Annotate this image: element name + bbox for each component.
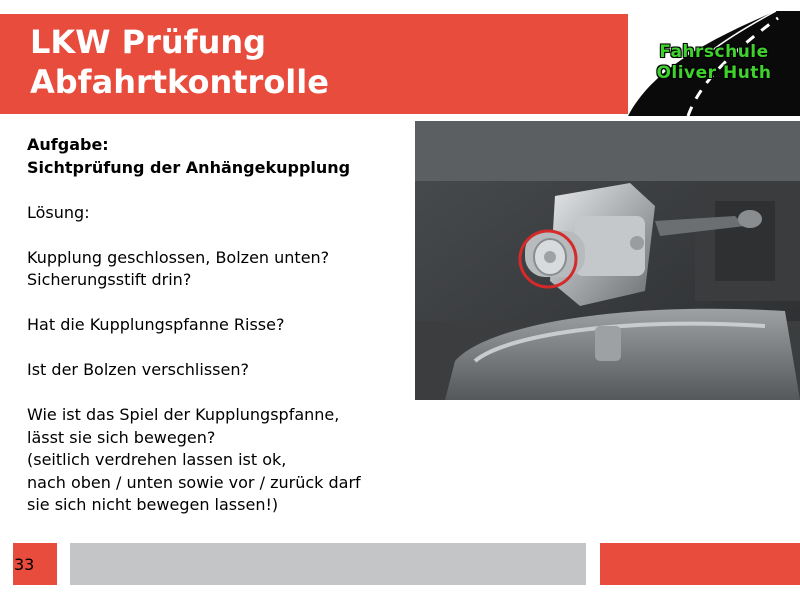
footer-middle-bar: [70, 543, 586, 585]
item-2-line-1: Hat die Kupplungspfanne Risse?: [27, 315, 285, 334]
item-1-line-1: Kupplung geschlossen, Bolzen unten?: [27, 247, 330, 267]
item-4-line-1: Wie ist das Spiel der Kupplungspfanne,: [27, 405, 340, 424]
item-1-line-2: Sicherungsstift drin?: [27, 270, 192, 289]
logo-text: [628, 42, 800, 84]
task-label: Aufgabe:: [27, 135, 109, 154]
solution-label: Lösung:: [27, 202, 90, 222]
title-line-2: Abfahrtkontrolle: [30, 63, 329, 101]
item-4-line-3: (seitlich verdrehen lassen ist ok,: [27, 450, 287, 469]
content-text: [27, 134, 412, 517]
item-4-line-2: lässt sie sich bewegen?: [27, 427, 216, 447]
item-4-line-4: nach oben / unten sowie vor / zurück darf: [27, 472, 361, 492]
page-number: 33: [14, 555, 35, 574]
task-text: Sichtprüfung der Anhängekupplung: [27, 157, 351, 177]
logo-line-2: Oliver Huth: [656, 63, 772, 83]
title-line-1: LKW Prüfung: [30, 23, 267, 61]
driving-school-logo: [628, 8, 800, 116]
item-3-line-1: Ist der Bolzen verschlissen?: [27, 360, 249, 379]
trailer-coupling-photo: [415, 121, 800, 400]
logo-line-1: Fahrschule: [659, 42, 769, 62]
item-4-line-5: sie sich nicht bewegen lassen!): [27, 495, 279, 514]
footer-right-bar: [600, 543, 800, 585]
page-title: [30, 22, 329, 102]
